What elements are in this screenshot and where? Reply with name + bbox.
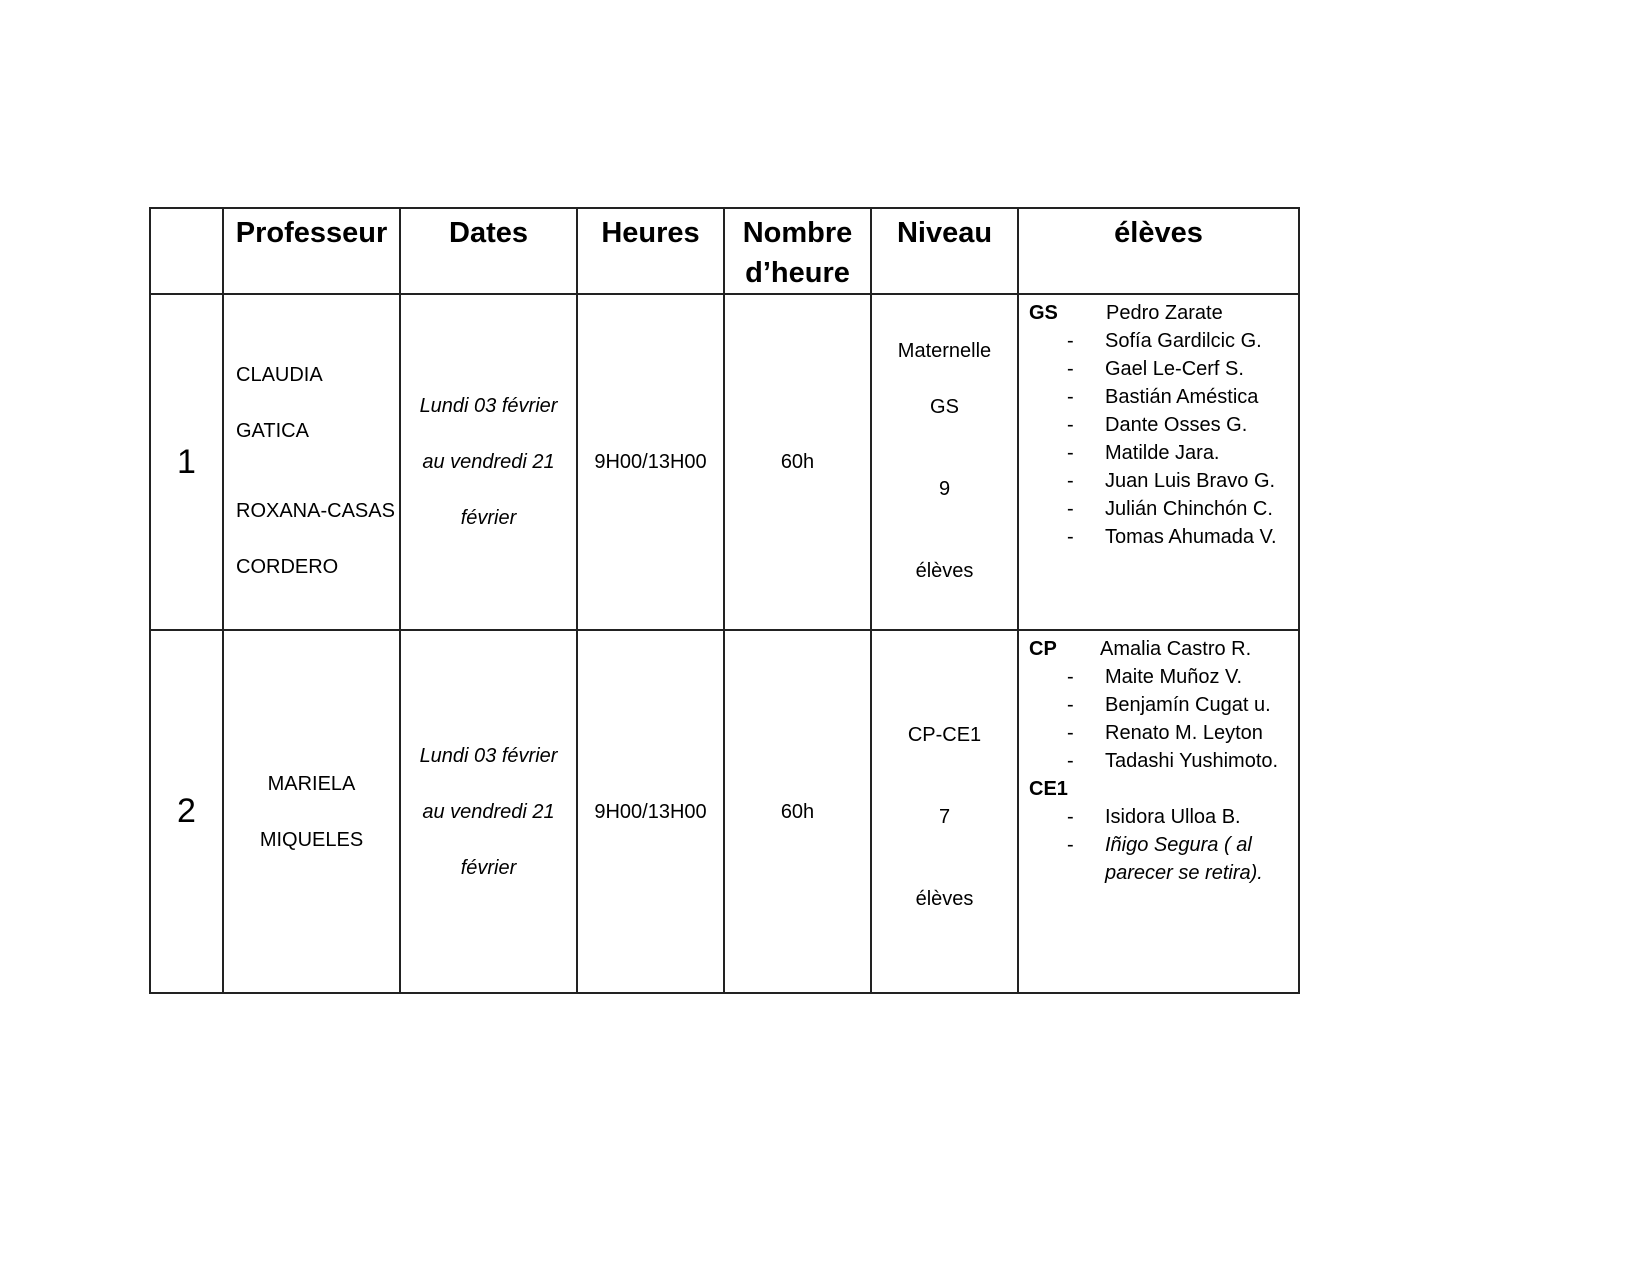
hours-cell: 9H00/13H00 <box>577 294 724 630</box>
level-line: CP-CE1 <box>907 724 982 746</box>
student-name: Iñigo Segura ( al parecer se retira). <box>1105 834 1263 884</box>
group-label: CE1 <box>1029 778 1068 800</box>
student-name: Bastián Améstica <box>1105 386 1259 408</box>
teacher-cell <box>223 630 400 993</box>
dates-cell <box>400 294 577 630</box>
teacher-name: CORDERO <box>236 556 339 578</box>
list-item: - Sofía Gardilcic G. <box>1029 327 1290 355</box>
date-line: Lundi 03 février <box>419 744 558 767</box>
date-line: au vendredi 21 <box>422 451 555 473</box>
students-cell <box>1018 630 1299 993</box>
group-label: GS <box>1029 302 1058 324</box>
group-label: CP <box>1029 638 1057 660</box>
student-name: Dante Osses G. <box>1105 414 1248 436</box>
dates-cell <box>400 630 577 993</box>
student-name: Juan Luis Bravo G. <box>1105 470 1276 492</box>
list-item: - Matilde Jara. <box>1029 439 1290 467</box>
student-name: Sofía Gardilcic G. <box>1105 330 1262 352</box>
list-item: - Juan Luis Bravo G. <box>1029 467 1290 495</box>
list-item: - Iñigo Segura ( al parecer se retira). <box>1029 831 1290 887</box>
date-line: février <box>460 856 517 879</box>
student-name: Matilde Jara. <box>1105 442 1220 464</box>
level-line: 7 <box>938 806 951 828</box>
student-name: Maite Muñoz V. <box>1105 666 1243 688</box>
student-name: Tomas Ahumada V. <box>1105 526 1277 548</box>
student-name: Pedro Zarate <box>1106 302 1223 324</box>
hours-cell: 9H00/13H00 <box>577 630 724 993</box>
level-line: Maternelle <box>897 340 992 362</box>
level-cell <box>871 630 1018 993</box>
row-number: 1 <box>150 294 223 630</box>
student-name: Gael Le-Cerf S. <box>1105 358 1244 380</box>
level-line: élèves <box>915 888 974 910</box>
list-item: - Tomas Ahumada V. <box>1029 523 1290 551</box>
row-number: 2 <box>150 630 223 993</box>
table-row <box>150 294 1299 630</box>
header-professeur: Professeur <box>223 208 400 294</box>
hour-count-cell: 60h <box>724 630 871 993</box>
date-line: Lundi 03 février <box>419 395 558 417</box>
student-name: Julián Chinchón C. <box>1105 498 1273 520</box>
table-row <box>150 630 1299 993</box>
header-dates: Dates <box>400 208 577 294</box>
list-item: - Tadashi Yushimoto. <box>1029 747 1290 775</box>
list-item: - Julián Chinchón C. <box>1029 495 1290 523</box>
hour-count-cell: 60h <box>724 294 871 630</box>
header-row <box>150 208 1299 294</box>
list-item: - Gael Le-Cerf S. <box>1029 355 1290 383</box>
list-item: - Isidora Ulloa B. <box>1029 803 1290 831</box>
header-eleves: élèves <box>1018 208 1299 294</box>
level-cell <box>871 294 1018 630</box>
teacher-name: MIQUELES <box>259 828 364 851</box>
list-item: - Renato M. Leyton <box>1029 719 1290 747</box>
level-line: élèves <box>915 560 974 582</box>
teacher-name: MARIELA <box>267 772 356 795</box>
list-item: - Dante Osses G. <box>1029 411 1290 439</box>
date-line: février <box>460 507 517 529</box>
student-name: Amalia Castro R. <box>1100 638 1252 660</box>
teacher-name: ROXANA-CASAS <box>236 500 395 522</box>
students-cell <box>1018 294 1299 630</box>
teacher-name: GATICA <box>236 420 309 442</box>
teacher-name: CLAUDIA <box>236 364 323 386</box>
header-nombre-heure: Nombre d’heure <box>724 208 871 294</box>
list-item: - Maite Muñoz V. <box>1029 663 1290 691</box>
student-name: Isidora Ulloa B. <box>1105 806 1241 828</box>
student-name: Benjamín Cugat u. <box>1105 694 1271 716</box>
list-item: - Bastián Améstica <box>1029 383 1290 411</box>
date-line: au vendredi 21 <box>422 800 555 823</box>
schedule-table <box>149 207 1300 994</box>
header-number <box>150 208 223 294</box>
header-niveau: Niveau <box>871 208 1018 294</box>
student-name: Renato M. Leyton <box>1105 722 1263 744</box>
teacher-cell <box>223 294 400 630</box>
list-item: - Benjamín Cugat u. <box>1029 691 1290 719</box>
level-line: 9 <box>938 478 951 500</box>
header-heures: Heures <box>577 208 724 294</box>
level-line: GS <box>930 396 959 418</box>
student-name: Tadashi Yushimoto. <box>1105 750 1279 772</box>
